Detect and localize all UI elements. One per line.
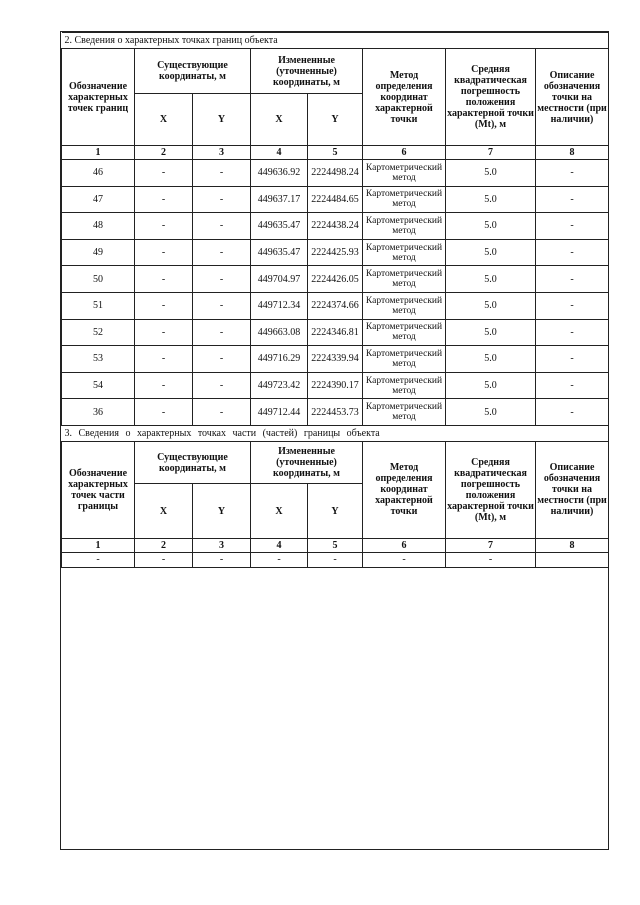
table-row [62, 186, 609, 213]
point-cell: 51 [62, 292, 135, 319]
changed-x-cell: 449635.47 [251, 213, 308, 240]
description-cell: - [536, 266, 609, 293]
column-number: 4 [251, 146, 308, 160]
existing-y-cell: - [193, 292, 251, 319]
changed-y-cell: 2224346.81 [308, 319, 363, 346]
changed-x-cell: 449636.92 [251, 160, 308, 187]
header-designation: Обозначение характерных точек части границы [62, 441, 135, 538]
accuracy-cell: 5.0 [446, 239, 536, 266]
table-row [62, 319, 609, 346]
accuracy-cell: 5.0 [446, 292, 536, 319]
method-cell: Картометрический метод [363, 319, 446, 346]
header-existing-y: Y [193, 94, 251, 146]
header-existing-x: X [135, 94, 193, 146]
column-number: 8 [536, 538, 609, 552]
changed-y-cell: 2224498.24 [308, 160, 363, 187]
document-frame [60, 31, 609, 850]
table-row [62, 346, 609, 373]
changed-x-cell: 449712.34 [251, 292, 308, 319]
method-cell: Картометрический метод [363, 346, 446, 373]
point-cell: 53 [62, 346, 135, 373]
header-existing-x: X [135, 484, 193, 539]
method-cell: Картометрический метод [363, 372, 446, 399]
changed-x-cell: 449716.29 [251, 346, 308, 373]
point-cell: 46 [62, 160, 135, 187]
description-cell: - [536, 160, 609, 187]
changed-x-cell: 449704.97 [251, 266, 308, 293]
changed-y-cell: 2224339.94 [308, 346, 363, 373]
column-number: 7 [446, 146, 536, 160]
description-cell: - [536, 239, 609, 266]
column-number: 5 [308, 538, 363, 552]
table-row [62, 160, 609, 187]
changed-x-cell: 449663.08 [251, 319, 308, 346]
existing-y-cell: - [193, 399, 251, 426]
section3-header-row [62, 441, 609, 483]
method-cell: - [363, 552, 446, 567]
header-accuracy: Средняя квадратическая погрешность положения характерной точки (Mt), м [446, 441, 536, 538]
existing-x-cell: - [135, 239, 193, 266]
changed-y-cell: 2224426.05 [308, 266, 363, 293]
section2-column-numbers [62, 146, 609, 160]
existing-x-cell: - [135, 292, 193, 319]
description-cell: - [536, 346, 609, 373]
section2-title: 2. Сведения о характерных точках границ объекта [62, 33, 609, 49]
header-changed-y: Y [308, 94, 363, 146]
point-cell: 52 [62, 319, 135, 346]
header-accuracy: Средняя квадратическая погрешность положения характерной точки (Mt), м [446, 49, 536, 146]
method-cell: Картометрический метод [363, 239, 446, 266]
existing-y-cell: - [193, 346, 251, 373]
section3-title: 3. Сведения о характерных точках части (частей) границы объекта [62, 425, 609, 441]
section2-header-row [62, 49, 609, 94]
header-designation: Обозначение характерных точек границ [62, 49, 135, 146]
changed-y-cell: 2224484.65 [308, 186, 363, 213]
table-row [62, 213, 609, 240]
column-number: 7 [446, 538, 536, 552]
section2-title-row [62, 33, 609, 49]
header-method: Метод определения координат характерной точки [363, 441, 446, 538]
column-number: 4 [251, 538, 308, 552]
header-changed-y: Y [308, 484, 363, 539]
column-number: 6 [363, 538, 446, 552]
existing-x-cell: - [135, 346, 193, 373]
existing-y-cell: - [193, 266, 251, 293]
column-number: 1 [62, 146, 135, 160]
column-number: 2 [135, 538, 193, 552]
header-changed: Измененные (уточненные) координаты, м [251, 441, 363, 483]
description-cell [536, 552, 609, 567]
changed-y-cell: 2224453.73 [308, 399, 363, 426]
section3-title-row [62, 425, 609, 441]
point-cell: 49 [62, 239, 135, 266]
existing-y-cell: - [193, 319, 251, 346]
header-existing-y: Y [193, 484, 251, 539]
method-cell: Картометрический метод [363, 292, 446, 319]
changed-x-cell: 449723.42 [251, 372, 308, 399]
column-number: 8 [536, 146, 609, 160]
point-cell: 48 [62, 213, 135, 240]
existing-x-cell: - [135, 213, 193, 240]
existing-y-cell: - [193, 160, 251, 187]
point-cell: 54 [62, 372, 135, 399]
coordinates-table [61, 32, 609, 568]
section3-column-numbers [62, 538, 609, 552]
method-cell: Картометрический метод [363, 186, 446, 213]
existing-y-cell: - [193, 372, 251, 399]
method-cell: Картометрический метод [363, 266, 446, 293]
table-row [62, 239, 609, 266]
existing-x-cell: - [135, 160, 193, 187]
header-changed-x: X [251, 484, 308, 539]
accuracy-cell: 5.0 [446, 346, 536, 373]
method-cell: Картометрический метод [363, 213, 446, 240]
point-cell: 36 [62, 399, 135, 426]
header-changed-x: X [251, 94, 308, 146]
point-cell: 47 [62, 186, 135, 213]
column-number: 6 [363, 146, 446, 160]
table-row [62, 552, 609, 567]
existing-y-cell: - [193, 213, 251, 240]
accuracy-cell: - [446, 552, 536, 567]
description-cell: - [536, 292, 609, 319]
table-row [62, 399, 609, 426]
changed-y-cell: 2224374.66 [308, 292, 363, 319]
description-cell: - [536, 213, 609, 240]
header-changed: Измененные (уточненные) координаты, м [251, 49, 363, 94]
changed-y-cell: 2224438.24 [308, 213, 363, 240]
description-cell: - [536, 186, 609, 213]
changed-x-cell: - [251, 552, 308, 567]
header-existing: Существующие координаты, м [135, 441, 251, 483]
existing-x-cell: - [135, 552, 193, 567]
accuracy-cell: 5.0 [446, 372, 536, 399]
changed-x-cell: 449712.44 [251, 399, 308, 426]
column-number: 3 [193, 538, 251, 552]
header-existing: Существующие координаты, м [135, 49, 251, 94]
header-description: Описание обозначения точки на местности (при наличии) [536, 441, 609, 538]
column-number: 2 [135, 146, 193, 160]
header-description: Описание обозначения точки на местности (при наличии) [536, 49, 609, 146]
changed-y-cell: 2224425.93 [308, 239, 363, 266]
table-row [62, 266, 609, 293]
existing-x-cell: - [135, 399, 193, 426]
accuracy-cell: 5.0 [446, 186, 536, 213]
changed-y-cell: 2224390.17 [308, 372, 363, 399]
accuracy-cell: 5.0 [446, 160, 536, 187]
existing-y-cell: - [193, 186, 251, 213]
table-row [62, 292, 609, 319]
column-number: 3 [193, 146, 251, 160]
accuracy-cell: 5.0 [446, 213, 536, 240]
column-number: 5 [308, 146, 363, 160]
accuracy-cell: 5.0 [446, 319, 536, 346]
existing-y-cell: - [193, 552, 251, 567]
point-cell: - [62, 552, 135, 567]
changed-x-cell: 449635.47 [251, 239, 308, 266]
method-cell: Картометрический метод [363, 160, 446, 187]
existing-x-cell: - [135, 319, 193, 346]
method-cell: Картометрический метод [363, 399, 446, 426]
header-method: Метод определения координат характерной точки [363, 49, 446, 146]
accuracy-cell: 5.0 [446, 399, 536, 426]
column-number: 1 [62, 538, 135, 552]
accuracy-cell: 5.0 [446, 266, 536, 293]
existing-x-cell: - [135, 372, 193, 399]
existing-x-cell: - [135, 266, 193, 293]
changed-y-cell: - [308, 552, 363, 567]
existing-x-cell: - [135, 186, 193, 213]
description-cell: - [536, 319, 609, 346]
point-cell: 50 [62, 266, 135, 293]
changed-x-cell: 449637.17 [251, 186, 308, 213]
description-cell: - [536, 372, 609, 399]
description-cell: - [536, 399, 609, 426]
existing-y-cell: - [193, 239, 251, 266]
table-row [62, 372, 609, 399]
